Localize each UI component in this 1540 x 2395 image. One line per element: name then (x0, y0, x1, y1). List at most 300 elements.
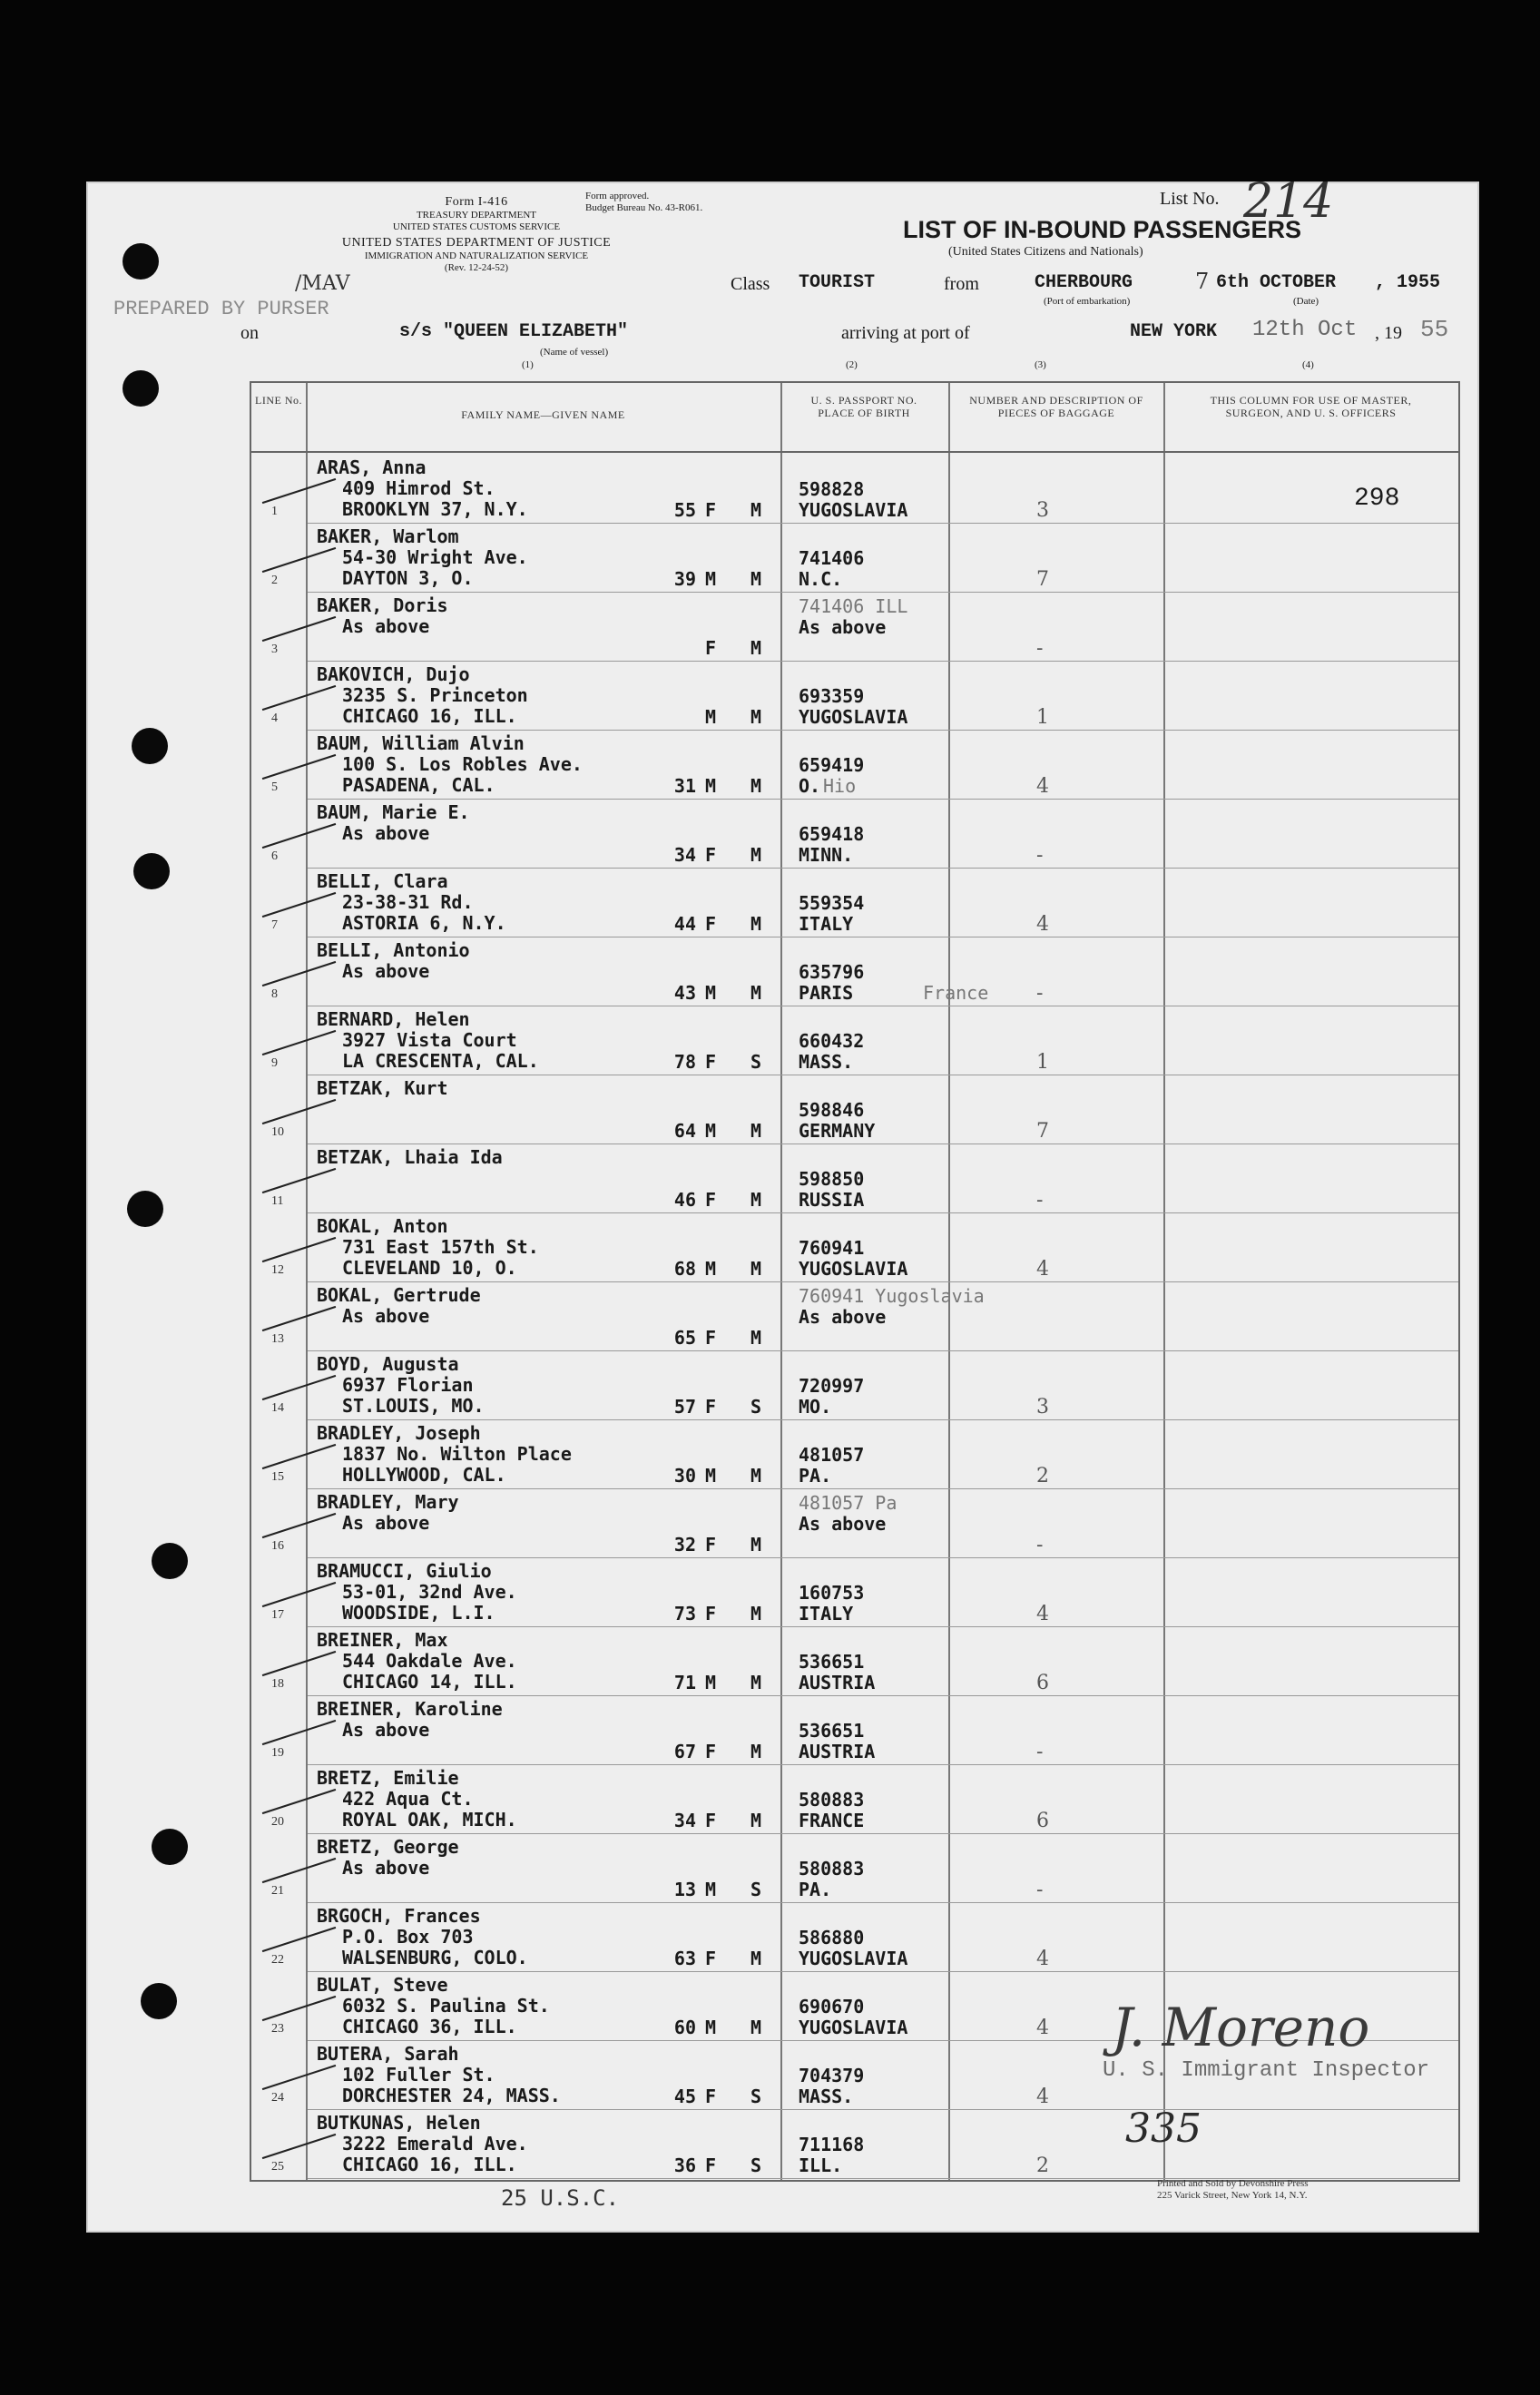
handwritten-note: France (923, 982, 989, 1004)
passenger-sex: M (705, 1879, 717, 1900)
place-of-birth: MO. (799, 1396, 832, 1418)
line-number: 20 (271, 1815, 284, 1829)
passenger-sex: M (705, 2017, 717, 2038)
place-of-birth: FRANCE (799, 1810, 865, 1831)
place-of-birth: ITALY (799, 1603, 854, 1624)
passport-block (799, 686, 907, 728)
passenger-age: 31 (673, 775, 696, 797)
class-value: TOURIST (799, 272, 876, 293)
passenger-name-block (317, 2113, 528, 2175)
passenger-age: 60 (673, 2017, 696, 2038)
col-family-name: FAMILY NAME—GIVEN NAME (461, 408, 625, 421)
address-line-1: 23-38-31 Rd. (342, 891, 474, 913)
passenger-name: BRETZ, George (317, 1836, 459, 1858)
passenger-name-block (317, 1768, 517, 1831)
passenger-name: BOKAL, Gertrude (317, 1284, 481, 1306)
passenger-age: 36 (673, 2155, 696, 2176)
address-line-1: 53-01, 32nd Ave. (342, 1581, 517, 1603)
printer-line-1: Printed and Sold by Devonshire Press (1157, 2178, 1309, 2189)
table-row (251, 592, 1458, 661)
check-mark (262, 1168, 336, 1193)
marital-status: M (750, 1327, 762, 1349)
baggage-count: - (1036, 1879, 1044, 1901)
arrival-year-prefix: , 19 (1375, 323, 1402, 343)
passenger-name: BRADLEY, Joseph (317, 1422, 481, 1444)
line-number: 21 (271, 1884, 284, 1898)
passenger-sex: F (705, 913, 717, 935)
col-officers: THIS COLUMN FOR USE OF MASTER, SURGEON, AND U. S. OFFICERS (1210, 394, 1412, 419)
passenger-name: BAKOVICH, Dujo (317, 663, 470, 685)
punch-hole (123, 370, 159, 407)
passport-block (799, 824, 864, 866)
passenger-name: ARAS, Anna (317, 456, 427, 478)
passenger-name-block (317, 871, 506, 934)
table-row (251, 1350, 1458, 1419)
passenger-name: BETZAK, Kurt (317, 1077, 448, 1099)
place-of-birth: AUSTRIA (799, 1741, 876, 1762)
passenger-sex: M (705, 706, 717, 728)
address-line-2: ROYAL OAK, MICH. (342, 1809, 517, 1831)
arriving-label: arriving at port of (841, 323, 970, 343)
passenger-name-block (317, 1906, 528, 1968)
baggage-count: - (1036, 1741, 1044, 1763)
passenger-name-block (317, 595, 448, 637)
baggage-count: 4 (1036, 1603, 1049, 1625)
passenger-sex: F (705, 1741, 717, 1762)
form-title: LIST OF IN-BOUND PASSENGERS (903, 216, 1302, 243)
list-no-value: 214 (1243, 174, 1334, 229)
passenger-age: 30 (673, 1465, 696, 1487)
passenger-name-block (317, 1492, 459, 1534)
address-line-2: CHICAGO 14, ILL. (342, 1671, 517, 1693)
table-row (251, 1281, 1458, 1350)
passenger-name: BRGOCH, Frances (317, 1905, 481, 1927)
address-line-2: ASTORIA 6, N.Y. (342, 912, 506, 934)
table-row (251, 1626, 1458, 1695)
line-number: 14 (271, 1401, 284, 1415)
passenger-name-block (317, 1837, 459, 1879)
baggage-count: - (1036, 844, 1044, 867)
line-number: 17 (271, 1608, 284, 1622)
baggage-count: 4 (1036, 775, 1049, 798)
table-row (251, 1006, 1458, 1075)
line-number: 22 (271, 1953, 284, 1967)
passenger-name: BAUM, Marie E. (317, 801, 470, 823)
passenger-name: BOKAL, Anton (317, 1215, 448, 1237)
marital-status: M (750, 1258, 762, 1280)
total-stamp: 298 (1354, 485, 1400, 513)
passenger-name-block (317, 1423, 572, 1486)
passport-block (799, 548, 864, 590)
passport-number: 481057 (799, 1444, 865, 1466)
baggage-count: - (1036, 637, 1044, 660)
address-line-1: As above (342, 1305, 430, 1327)
passenger-age: 57 (673, 1396, 696, 1418)
passenger-age: 45 (673, 2086, 696, 2107)
handwritten-count: 335 (1125, 2105, 1202, 2152)
passenger-sex: F (705, 844, 717, 866)
line-number: 19 (271, 1746, 284, 1760)
address-line-1: As above (342, 1719, 430, 1741)
passport-number: 635796 (799, 961, 865, 983)
passport-number: 711168 (799, 2134, 865, 2155)
passport-block (799, 617, 886, 638)
table-row (251, 799, 1458, 868)
handwritten-note: Hio (823, 775, 857, 797)
line-number: 15 (271, 1470, 284, 1484)
punch-hole (123, 243, 159, 280)
place-of-birth: RUSSIA (799, 1189, 865, 1211)
passport-number: 536651 (799, 1651, 865, 1673)
place-of-birth: YUGOSLAVIA (799, 1258, 908, 1280)
marital-status: M (750, 913, 762, 935)
handwritten-note: 760941 Yugoslavia (799, 1285, 985, 1307)
passport-block (799, 962, 864, 1004)
line-number: 9 (271, 1056, 278, 1070)
passenger-name-block (317, 526, 528, 589)
passenger-sex: F (705, 637, 717, 659)
baggage-count: 6 (1036, 1810, 1049, 1832)
place-of-birth: MASS. (799, 1051, 854, 1073)
address-line-1: 3927 Vista Court (342, 1029, 517, 1051)
marital-status: S (750, 1879, 762, 1900)
passport-number: 598846 (799, 1099, 865, 1121)
passport-number: 690670 (799, 1996, 865, 2017)
passenger-name: BRETZ, Emilie (317, 1767, 459, 1789)
passenger-sex: F (705, 1603, 717, 1624)
marital-status: M (750, 499, 762, 521)
form-approved: Form approved. (585, 191, 650, 201)
place-of-birth: PA. (799, 1465, 832, 1487)
table-row (251, 868, 1458, 937)
marital-status: M (750, 1810, 762, 1831)
passenger-name: BUTKUNAS, Helen (317, 2112, 481, 2134)
line-number: 5 (271, 780, 278, 794)
passenger-age: 78 (673, 1051, 696, 1073)
passport-number: 580883 (799, 1858, 865, 1880)
passenger-name: BAKER, Warlom (317, 525, 459, 547)
passenger-sex: M (705, 1672, 717, 1693)
address-line-1: As above (342, 960, 430, 982)
port-of-embarkation: CHERBOURG (1035, 272, 1133, 293)
passenger-table (250, 381, 1460, 2182)
passport-block (799, 1928, 907, 1969)
table-row (251, 523, 1458, 592)
from-label: from (944, 274, 979, 294)
passenger-name-block (317, 1975, 550, 2037)
address-line-1: 544 Oakdale Ave. (342, 1650, 517, 1672)
marital-status: S (750, 2155, 762, 2176)
caption-4: (4) (1302, 359, 1314, 370)
address-line-2: BROOKLYN 37, N.Y. (342, 498, 528, 520)
address-line-1: As above (342, 1857, 430, 1879)
address-line-1: 54-30 Wright Ave. (342, 546, 528, 568)
justice-dept: UNITED STATES DEPARTMENT OF JUSTICE (341, 236, 612, 250)
caption-2: (2) (846, 359, 858, 370)
passenger-name-block (317, 664, 528, 727)
passport-block (799, 479, 907, 521)
address-line-1: As above (342, 615, 430, 637)
passport-number: 659418 (799, 823, 865, 845)
passport-number: 580883 (799, 1789, 865, 1811)
place-of-birth: As above (799, 616, 887, 638)
marital-status: M (750, 706, 762, 728)
passenger-name-block (317, 1216, 539, 1279)
table-row (251, 1833, 1458, 1902)
address-line-2: CLEVELAND 10, O. (342, 1257, 517, 1279)
table-row (251, 1902, 1458, 1971)
baggage-count: 4 (1036, 1948, 1049, 1970)
marital-status: S (750, 2086, 762, 2107)
passenger-sex: F (705, 1396, 717, 1418)
check-mark (262, 1099, 336, 1124)
address-line-1: 102 Fuller St. (342, 2064, 495, 2086)
treasury-dept: TREASURY DEPARTMENT (416, 210, 537, 221)
passenger-name: BUTERA, Sarah (317, 2043, 459, 2065)
date-day-correction: 7 (1195, 269, 1210, 294)
passenger-sex: F (705, 1189, 717, 1211)
passport-block (799, 1583, 864, 1624)
embarkation-caption: (Port of embarkation) (1044, 296, 1131, 307)
marital-status: M (750, 2017, 762, 2038)
date-caption: (Date) (1293, 296, 1319, 307)
marital-status: M (750, 1534, 762, 1556)
passenger-name: BREINER, Max (317, 1629, 448, 1651)
punch-hole (133, 853, 170, 889)
marital-status: M (750, 1189, 762, 1211)
prepared-by-stamp: PREPARED BY PURSER (113, 298, 329, 320)
passenger-name: BELLI, Clara (317, 870, 448, 892)
table-row (251, 454, 1458, 523)
baggage-count: 4 (1036, 913, 1049, 936)
place-of-birth: YUGOSLAVIA (799, 1948, 908, 1969)
passport-block (799, 1514, 886, 1535)
line-number: 18 (271, 1677, 284, 1691)
passport-number: 704379 (799, 2065, 865, 2086)
passport-number: 160753 (799, 1582, 865, 1604)
arrival-year: 55 (1420, 316, 1449, 343)
baggage-count: 4 (1036, 2017, 1049, 2039)
passenger-sex: F (705, 2086, 717, 2107)
passenger-age: 63 (673, 1948, 696, 1969)
passenger-age: 13 (673, 1879, 696, 1900)
passenger-name-block (317, 1630, 517, 1693)
passenger-sex: M (705, 982, 717, 1004)
passport-block (799, 893, 864, 935)
baggage-count: 4 (1036, 1258, 1049, 1281)
address-line-1: As above (342, 1512, 430, 1534)
passenger-age: 71 (673, 1672, 696, 1693)
passenger-sex: M (705, 1258, 717, 1280)
marital-status: M (750, 844, 762, 866)
passport-number: 741406 (799, 547, 865, 569)
punch-hole (127, 1191, 163, 1227)
marital-status: M (750, 1603, 762, 1624)
table-row (251, 1695, 1458, 1764)
table-row (251, 730, 1458, 799)
passenger-sex: F (705, 1534, 717, 1556)
address-line-1: 422 Aqua Ct. (342, 1788, 474, 1810)
revision-date: (Rev. 12-24-52) (444, 262, 509, 273)
passport-block (799, 1445, 864, 1487)
baggage-count: - (1036, 982, 1044, 1005)
arrival-date: 12th Oct (1252, 318, 1358, 342)
vessel-name: s/s "QUEEN ELIZABETH" (399, 321, 629, 342)
departure-date: 6th OCTOBER (1216, 272, 1337, 293)
address-line-1: 6937 Florian (342, 1374, 474, 1396)
marital-status: M (750, 1120, 762, 1142)
passport-number: 760941 (799, 1237, 865, 1259)
place-of-birth: ILL. (799, 2155, 843, 2176)
passenger-age: 34 (673, 1810, 696, 1831)
marital-status: M (750, 1948, 762, 1969)
passenger-name: BETZAK, Lhaia Ida (317, 1146, 503, 1168)
passenger-sex: M (705, 775, 717, 797)
passenger-name: BELLI, Antonio (317, 939, 470, 961)
baggage-count: 2 (1036, 2155, 1049, 2177)
passenger-name-block (317, 733, 583, 796)
address-line-2: ST.LOUIS, MO. (342, 1395, 485, 1417)
address-line-2: CHICAGO 36, ILL. (342, 2016, 517, 2037)
inspector-signature: J. Moreno (1112, 1997, 1370, 2058)
passenger-name: BULAT, Steve (317, 1974, 448, 1996)
passenger-name-block (317, 1354, 485, 1417)
customs-service: UNITED STATES CUSTOMS SERVICE (392, 221, 561, 232)
passenger-sex: F (705, 1810, 717, 1831)
passenger-name-block (317, 1699, 503, 1741)
punch-hole (152, 1829, 188, 1865)
list-no-label: List No. (1160, 189, 1220, 209)
place-of-birth: AUSTRIA (799, 1672, 876, 1693)
passenger-age: 55 (673, 499, 696, 521)
marital-status: M (750, 982, 762, 1004)
passenger-age: 43 (673, 982, 696, 1004)
passenger-name-block (317, 1009, 539, 1072)
passport-number: 720997 (799, 1375, 865, 1397)
baggage-count: 1 (1036, 1051, 1049, 1074)
table-row (251, 937, 1458, 1006)
address-line-1: As above (342, 822, 430, 844)
passport-block (799, 1997, 907, 2038)
place-of-birth: O. (799, 775, 821, 797)
passport-block (799, 1790, 864, 1831)
address-line-2: WOODSIDE, L.I. (342, 1602, 495, 1624)
budget-bureau: Budget Bureau No. 43-R061. (585, 202, 703, 213)
passport-block (799, 1169, 864, 1211)
passport-number: 598828 (799, 478, 865, 500)
baggage-count: 2 (1036, 1465, 1049, 1487)
passenger-sex: F (705, 2155, 717, 2176)
table-row (251, 1144, 1458, 1212)
passenger-name-block (317, 457, 528, 520)
passenger-name: BAUM, William Alvin (317, 732, 525, 754)
passenger-name-block (317, 1147, 503, 1168)
baggage-count: 4 (1036, 2086, 1049, 2108)
inspector-stamp: U. S. Immigrant Inspector (1103, 2058, 1430, 2083)
passenger-age: 68 (673, 1258, 696, 1280)
passenger-sex: F (705, 1948, 717, 1969)
passenger-age: 34 (673, 844, 696, 866)
handwritten-note: 481057 Pa (799, 1492, 898, 1514)
marital-status: M (750, 1465, 762, 1487)
place-of-birth: YUGOSLAVIA (799, 499, 908, 521)
passport-number: 586880 (799, 1927, 865, 1948)
address-line-1: 409 Himrod St. (342, 477, 495, 499)
passport-block (799, 1376, 864, 1418)
address-line-1: 3235 S. Princeton (342, 684, 528, 706)
table-row (251, 2109, 1458, 2178)
clerk-initials: /MAV (295, 272, 350, 295)
line-number: 6 (271, 849, 278, 863)
address-line-2: CHICAGO 16, ILL. (342, 2154, 517, 2175)
line-number: 12 (271, 1263, 284, 1277)
baggage-count: 7 (1036, 568, 1049, 591)
line-number: 13 (271, 1332, 284, 1346)
baggage-count: 1 (1036, 706, 1049, 729)
punch-hole (141, 1983, 177, 2019)
line-number: 11 (271, 1194, 284, 1208)
marital-status: M (750, 1741, 762, 1762)
passport-block (799, 1652, 875, 1693)
vessel-caption: (Name of vessel) (540, 347, 609, 358)
passenger-age: 46 (673, 1189, 696, 1211)
place-of-birth: YUGOSLAVIA (799, 706, 908, 728)
address-line-1: 1837 No. Wilton Place (342, 1443, 572, 1465)
passenger-sex: M (705, 1465, 717, 1487)
passenger-sex: F (705, 1327, 717, 1349)
passport-number: 536651 (799, 1720, 865, 1742)
baggage-count: 7 (1036, 1120, 1049, 1143)
baggage-count: 3 (1036, 1396, 1049, 1418)
passenger-name-block (317, 802, 470, 844)
passenger-name: BERNARD, Helen (317, 1008, 470, 1030)
punch-hole (132, 728, 168, 764)
handwritten-note: 741406 ILL (799, 595, 908, 617)
place-of-birth: PA. (799, 1879, 832, 1900)
address-line-1: 100 S. Los Robles Ave. (342, 753, 583, 775)
place-of-birth: PARIS (799, 982, 854, 1004)
printer-line-2: 225 Varick Street, New York 14, N.Y. (1157, 2190, 1308, 2201)
passport-number: 659419 (799, 754, 865, 776)
marital-status: M (750, 1672, 762, 1693)
line-number: 3 (271, 643, 278, 656)
line-number: 4 (271, 712, 278, 725)
passport-block (799, 1031, 864, 1073)
passport-block (799, 2135, 864, 2176)
address-line-2: PASADENA, CAL. (342, 774, 495, 796)
passenger-sex: F (705, 1051, 717, 1073)
address-line-2: LA CRESCENTA, CAL. (342, 1050, 539, 1072)
passenger-name-block (317, 940, 470, 982)
passport-block (799, 1307, 886, 1328)
class-label: Class (731, 274, 770, 294)
address-line-1: 731 East 157th St. (342, 1236, 539, 1258)
form-number: Form I-416 (445, 195, 508, 209)
passport-number: 693359 (799, 685, 865, 707)
place-of-birth: ITALY (799, 913, 854, 935)
passenger-name-block (317, 1561, 517, 1624)
passenger-sex: M (705, 1120, 717, 1142)
baggage-count: - (1036, 1534, 1044, 1556)
place-of-birth: N.C. (799, 568, 843, 590)
passenger-name-block (317, 1285, 481, 1327)
punch-hole (152, 1543, 188, 1579)
ins-service: IMMIGRATION AND NATURALIZATION SERVICE (364, 250, 589, 261)
col-passport: U. S. PASSPORT NO. PLACE OF BIRTH (810, 394, 917, 419)
col-line-no: LINE No. (255, 394, 302, 407)
marital-status: S (750, 1051, 762, 1073)
marital-status: S (750, 1396, 762, 1418)
